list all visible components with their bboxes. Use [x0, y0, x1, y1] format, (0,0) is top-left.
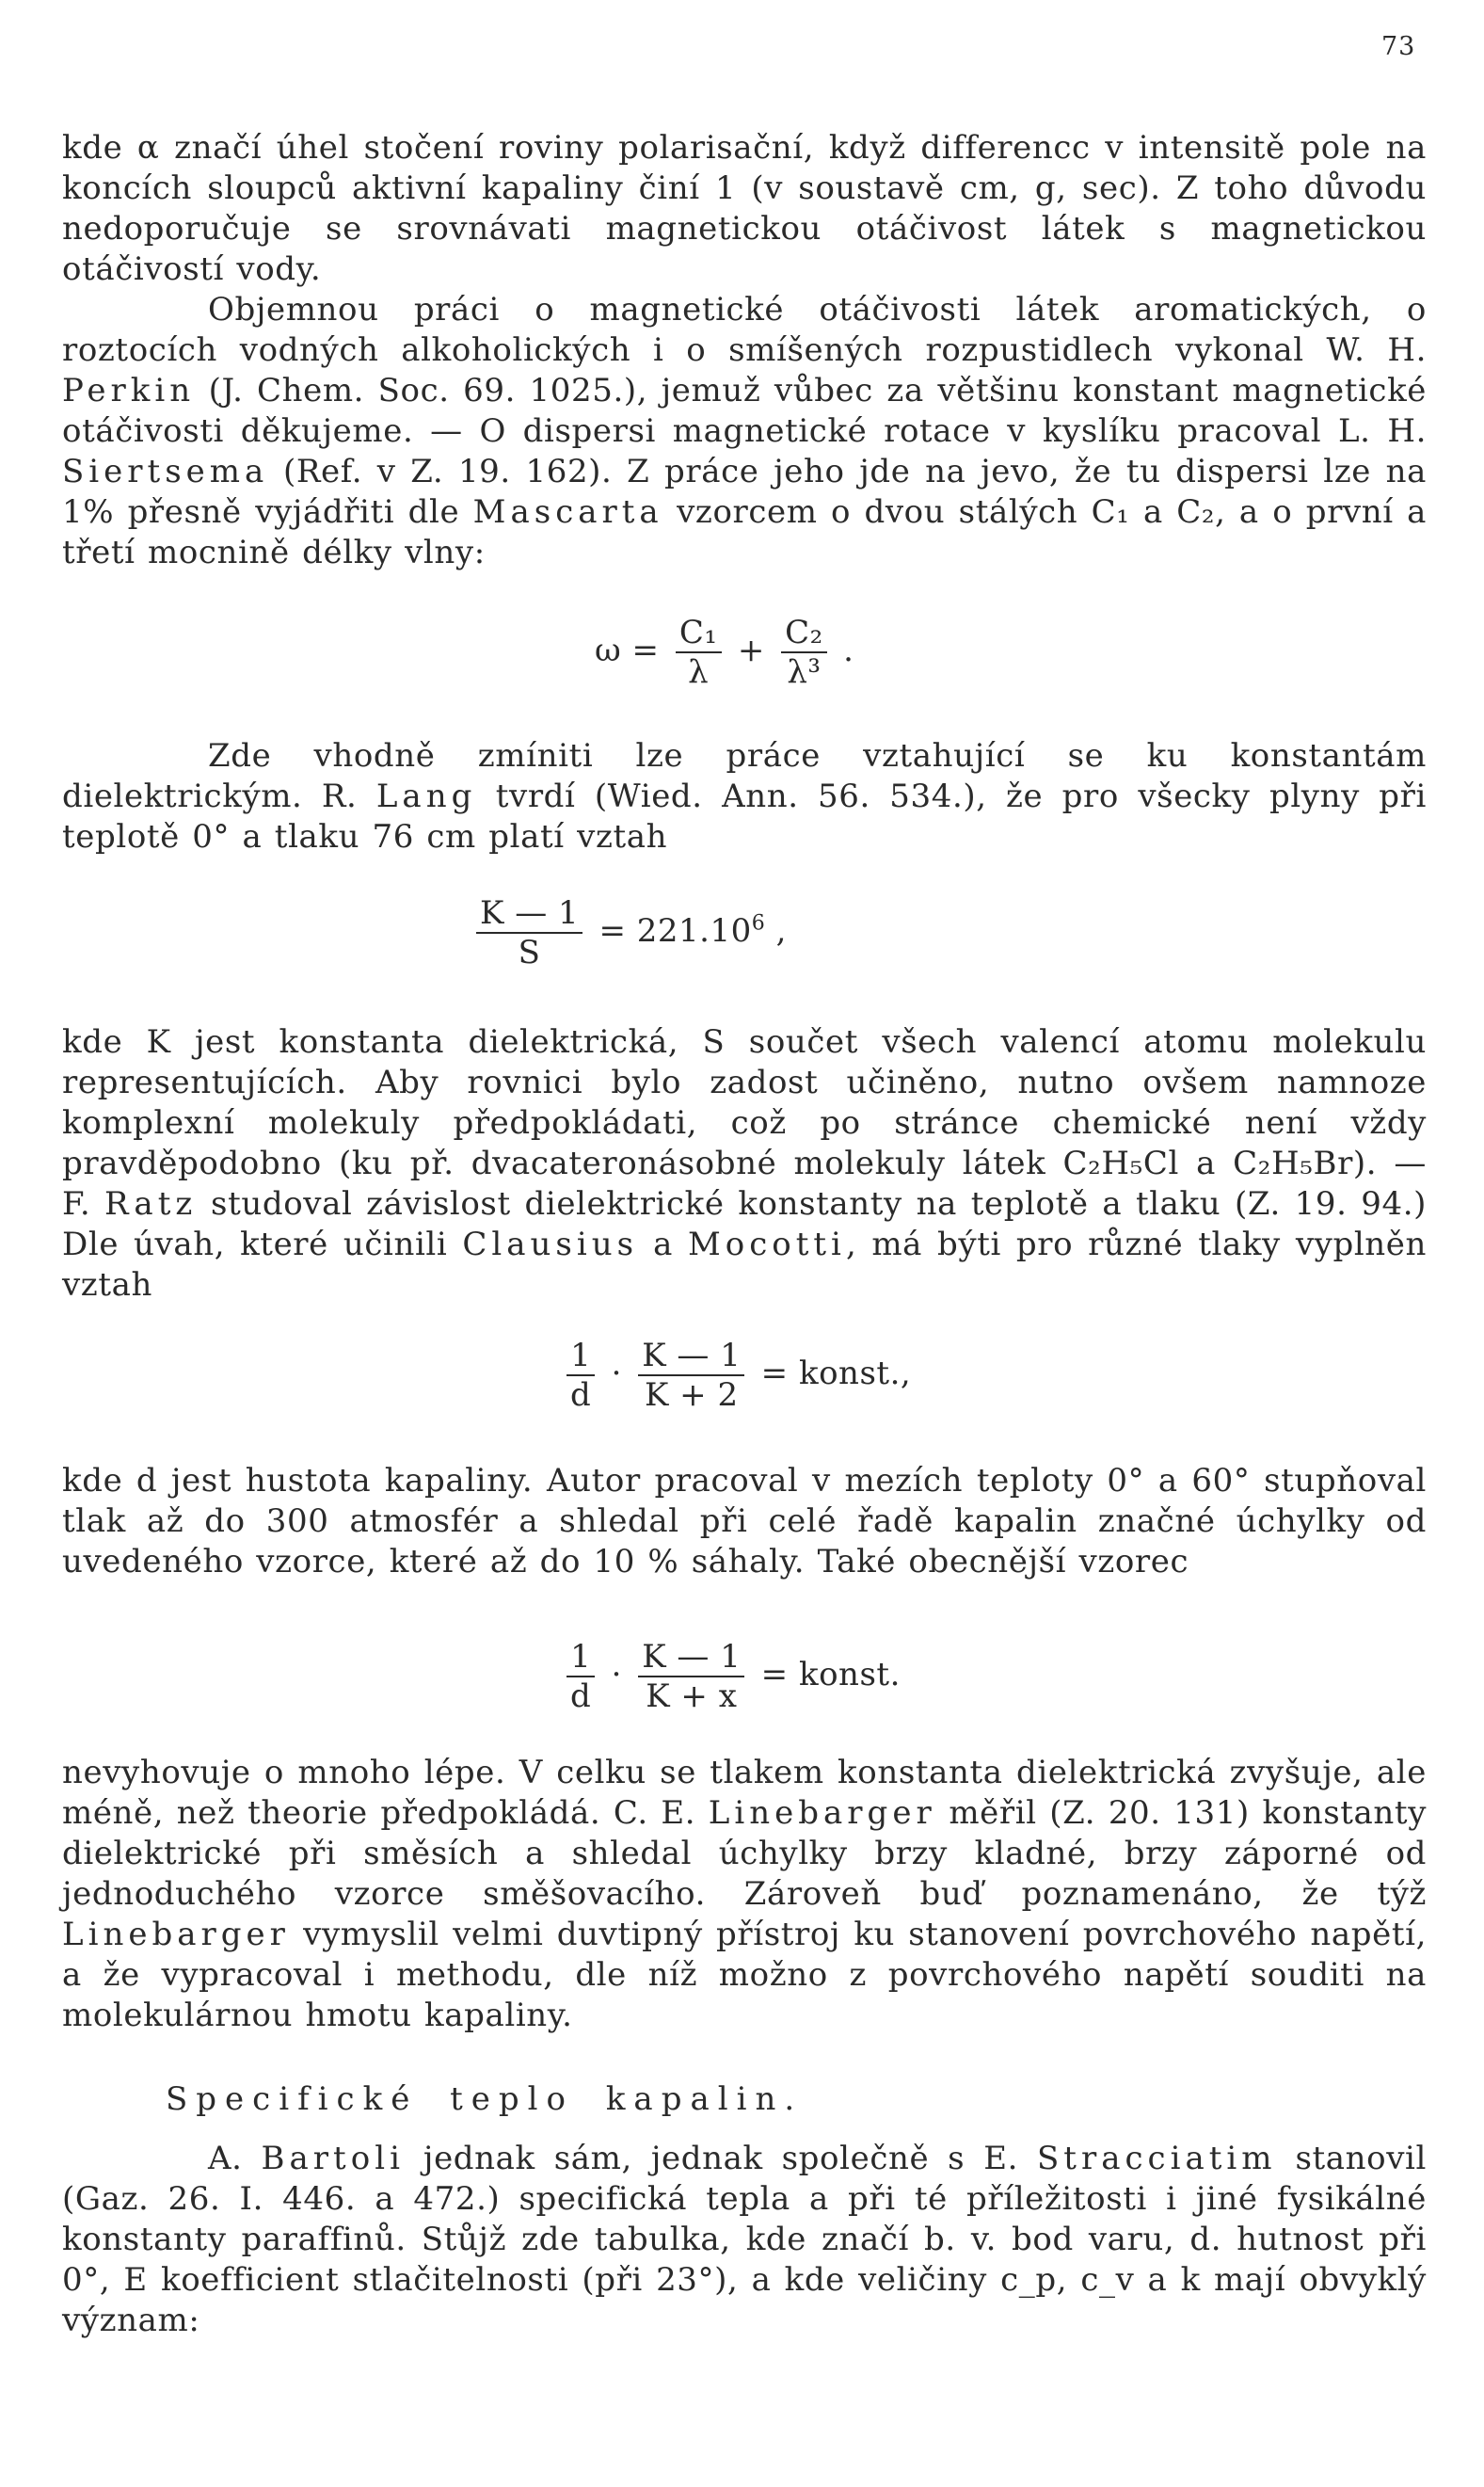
formula-4-den-2: K + x	[646, 1677, 738, 1715]
formula-clausius-mocotti	[561, 1337, 911, 1414]
formula-3-rhs: konst.,	[798, 1355, 912, 1392]
author-lang: Lang	[375, 778, 477, 815]
paragraph-5	[62, 1461, 1427, 1582]
formula-3-den-2: K + 2	[644, 1376, 739, 1414]
paragraph-6-text-c: vymyslil velmi duvtipný přístroj ku stanovení povrchového napětí, a že vypracoval i methodu, dle níž možno z povrchového napětí souditi na molekulárnou hmotu kapaliny.	[62, 1916, 1427, 2034]
author-perkin: Perkin	[62, 372, 196, 409]
paragraph-2-text-d: vzorcem o dvou stálých C₁ a C₂, a o první a třetí mocnině délky vlny:	[62, 493, 1428, 571]
paragraph-3	[62, 736, 1427, 858]
author-stracciati: Stracciatim	[1037, 2140, 1277, 2177]
paragraph-7-text-c: stanovil (Gaz. 26. I. 446. a 472.) specifická tepla a při té příležitosti i jiné fysikálné konstanty paraffinů. Stůjž zde tabulka, kde značí b. v. bod varu, d. hutnost při 0°, E koefficient stlačitelnosti (při 23°), a kde veličiny c_p, c_v a k mají obvyklý význam:	[62, 2140, 1427, 2339]
formula-1-end: .	[843, 632, 854, 669]
page-number: 73	[1381, 32, 1416, 61]
formula-4-frac-1	[566, 1638, 595, 1715]
paragraph-4-text-a: kde K jest konstanta dielektrická, S součet všech valencí atomu molekulu representujících. Aby rovnici bylo zadost učiněno, nutno ovšem namnoze komplexní molekuly předpokládati, což po stránce chemické není vždy pravděpodobno (ku př. dvacateronásobné molekuly látek C₂H₅Cl a C₂H₅Br). — F.	[62, 1023, 1427, 1223]
paragraph-1-text: kde α značí úhel stočení roviny polarisační, když differencc v intensitě pole na koncích sloupců aktivní kapaliny činí 1 (v soustavě cm, g, sec). Z toho důvodu nedoporučuje se srovnávati magnetickou otáčivost látek s magnetickou otáčivostí vody.	[62, 129, 1427, 288]
formula-4-dot: ·	[611, 1656, 622, 1693]
paragraph-2	[62, 290, 1427, 573]
paragraph-5-text: kde d jest hustota kapaliny. Autor pracoval v mezích teploty 0° a 60° stupňoval tlak až do 300 atmosfér a shledal při celé řadě kapalin značné úchylky od uvedeného vzorce, které až do 10 % sáhaly. Také obecnější vzorec	[62, 1462, 1427, 1580]
formula-2-end: ,	[775, 912, 787, 950]
formula-4-rhs: konst.	[798, 1656, 901, 1693]
paragraph-4	[62, 1022, 1427, 1306]
formula-2-num: K — 1	[476, 894, 582, 934]
formula-4-eq: =	[760, 1656, 789, 1693]
paragraph-7-text-b: jednak sám, jednak společně s E.	[404, 2140, 1038, 2177]
formula-1-frac-2	[781, 614, 827, 691]
paragraph-3-text-a: Zde vhodně zmíniti lze práce vztahující se ku konstantám dielektrickým. R.	[62, 737, 1427, 815]
author-mocotti: Mocotti	[687, 1226, 846, 1263]
formula-4-frac-2	[638, 1638, 744, 1715]
formula-1-lhs: ω	[595, 632, 622, 669]
formula-3-num-2: K — 1	[638, 1337, 744, 1376]
formula-3-frac-2	[638, 1337, 744, 1414]
formula-4-num-1: 1	[566, 1638, 595, 1677]
paragraph-6-text-b: měřil (Z. 20. 131) konstanty dielektrické při směsích a shledal úchylky brzy kladné, brzy záporné od jednoduchého vzorce směšovacího. Zároveň buď poznamenáno, že týž	[62, 1794, 1427, 1913]
author-mascart: Mascarta	[472, 493, 663, 531]
formula-1-frac-1	[676, 614, 722, 691]
formula-2-eq: =	[598, 912, 627, 950]
formula-2-exp: 6	[751, 911, 766, 936]
formula-1-num-1: C₁	[676, 614, 722, 653]
author-bartoli: Bartoli	[261, 2140, 405, 2177]
formula-2-rhs: 221.10	[636, 912, 752, 950]
paragraph-4-text-b: studoval závislost dielektrické konstanty na teplotě a tlaku (Z. 19. 94.) Dle úvah, které učinili	[62, 1185, 1427, 1263]
paragraph-2-text-a: Objemnou práci o magnetické otáčivosti látek aromatických, o roztocích vodných alkoholických i o smíšených rozpustidlech vykonal W. H.	[62, 291, 1427, 369]
paragraph-6-text-a: nevyhovuje o mnoho lépe. V celku se tlakem konstanta dielektrická zvyšuje, ale méně, než theorie předpokládá. C. E.	[62, 1754, 1427, 1832]
section-heading: Specifické teplo kapalin.	[166, 2080, 804, 2118]
formula-1-num-2: C₂	[781, 614, 827, 653]
formula-2-frac	[476, 894, 582, 971]
formula-4-den-1: d	[570, 1677, 592, 1715]
paragraph-7	[62, 2139, 1427, 2341]
formula-1-eq: =	[631, 632, 660, 669]
formula-2-den: S	[518, 934, 541, 971]
formula-general	[561, 1638, 901, 1715]
author-linebarger-2: Linebarger	[62, 1916, 290, 1953]
paragraph-2-text-b: (J. Chem. Soc. 69. 1025.), jemuž vůbec za většinu konstant magnetické otáčivosti děkujeme. — O dispersi magnetické rotace v kyslíku pracoval L. H.	[62, 372, 1427, 450]
formula-4-num-2: K — 1	[638, 1638, 744, 1677]
formula-3-num-1: 1	[566, 1337, 595, 1376]
paragraph-4-text-c: a	[638, 1226, 688, 1263]
formula-3-eq: =	[760, 1355, 789, 1392]
formula-3-den-1: d	[570, 1376, 592, 1414]
formula-lang	[471, 894, 787, 971]
formula-1-plus: +	[737, 632, 765, 669]
paragraph-2-text-c: (Ref. v Z. 19. 162). Z práce jeho jde na jevo, že tu dispersi lze na 1% přesně vyjádřiti dle	[62, 453, 1427, 531]
author-siertsema: Siertsema	[62, 453, 269, 490]
author-ratz: Ratz	[104, 1185, 198, 1223]
formula-mascart	[595, 614, 854, 691]
paragraph-1	[62, 128, 1427, 290]
formula-1-den-1: λ	[688, 653, 710, 691]
author-clausius: Clausius	[462, 1226, 639, 1263]
paragraph-3-text-b: tvrdí (Wied. Ann. 56. 534.), že pro všecky plyny při teplotě 0° a tlaku 76 cm platí vztah	[62, 778, 1427, 856]
paragraph-6	[62, 1753, 1427, 2036]
formula-3-frac-1	[566, 1337, 595, 1414]
paragraph-4-text-d: , má býti pro různé tlaky vyplněn vztah	[62, 1226, 1428, 1304]
paragraph-7-text-a: A.	[208, 2140, 262, 2177]
formula-3-dot: ·	[611, 1355, 622, 1392]
formula-1-den-2: λ³	[787, 653, 822, 691]
author-linebarger: Linebarger	[708, 1794, 936, 1832]
